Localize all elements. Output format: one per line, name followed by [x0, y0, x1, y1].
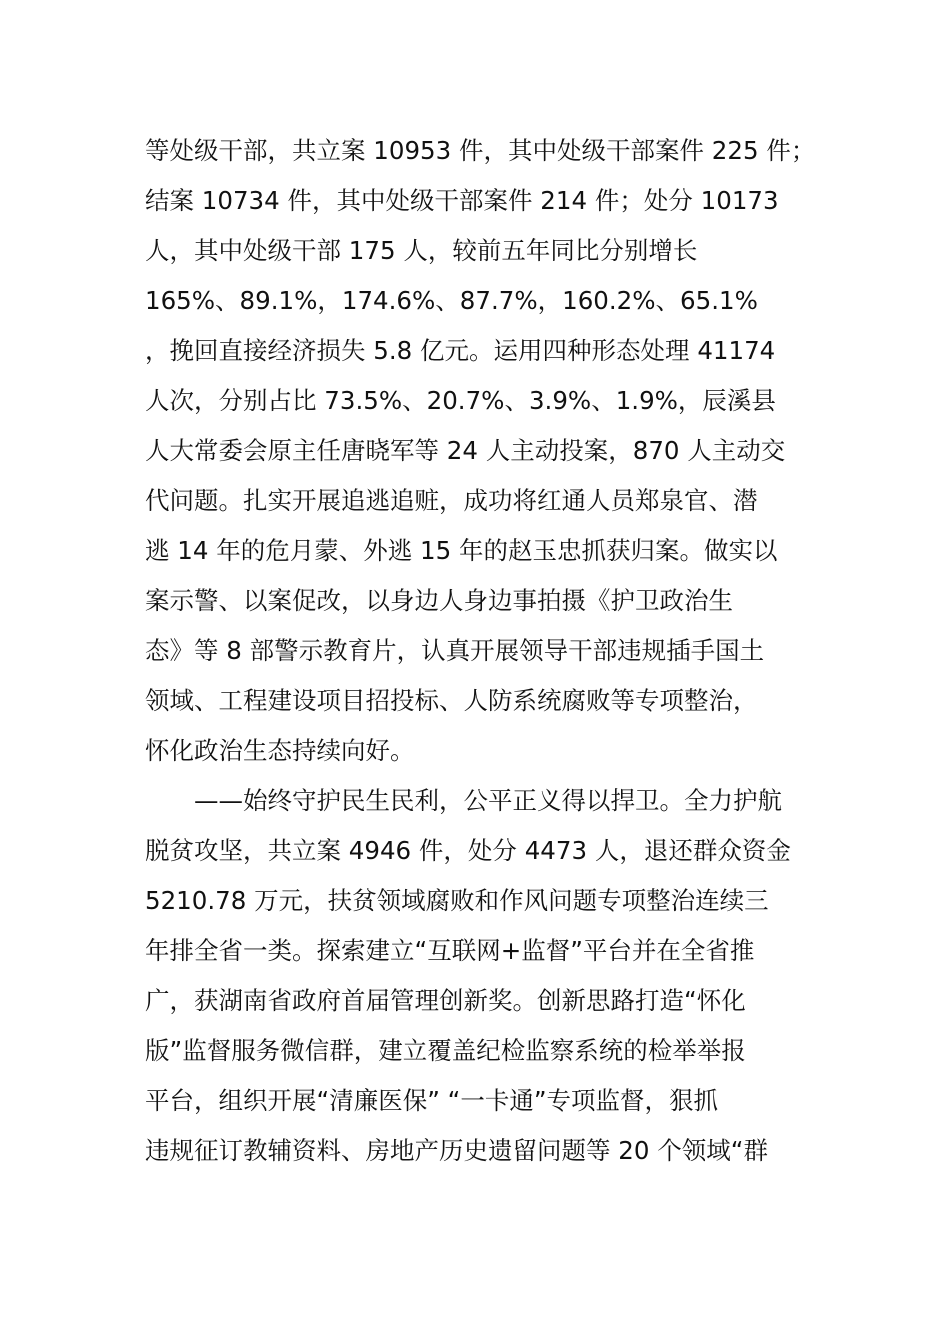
text-line: 165%、89.1%，174.6%、87.7%，160.2%、65.1%	[145, 286, 758, 315]
text-line: 怀化政治生态持续向好。	[145, 736, 415, 765]
text-line: 脱贫攻坚，共立案 4946 件，处分 4473 人，退还群众资金	[145, 836, 791, 865]
text-line: 平台，组织开展“清廉医保” “一卡通”专项监督，狠抓	[145, 1086, 719, 1115]
text-line: 广，获湖南省政府首届管理创新奖。创新思路打造“怀化	[145, 986, 746, 1015]
text-line: 年排全省一类。探索建立“互联网+监督”平台并在全省推	[145, 936, 755, 965]
text-line: 5210.78 万元，扶贫领域腐败和作风问题专项整治连续三	[145, 886, 769, 915]
text-line: 结案 10734 件，其中处级干部案件 214 件；处分 10173	[145, 186, 779, 215]
text-line: 代问题。扎实开展追逃追赃，成功将红通人员郑泉官、潜	[145, 486, 758, 515]
text-line: 等处级干部，共立案 10953 件，其中处级干部案件 225 件；	[145, 136, 816, 165]
text-line: 人，其中处级干部 175 人，较前五年同比分别增长	[145, 236, 698, 265]
text-line: 领域、工程建设项目招投标、人防系统腐败等专项整治，	[145, 686, 758, 715]
body-text	[145, 126, 825, 1176]
text-line: 逃 14 年的危月蒙、外逃 15 年的赵玉忠抓获归案。做实以	[145, 536, 778, 565]
text-line: 态》等 8 部警示教育片，认真开展领导干部违规插手国土	[145, 636, 765, 665]
text-line: 人大常委会原主任唐晓军等 24 人主动投案，870 人主动交	[145, 436, 786, 465]
text-line: 案示警、以案促改，以身边人身边事拍摄《护卫政治生	[145, 586, 733, 615]
paragraph-start-line: ——始终守护民生民利，公平正义得以捍卫。全力护航	[145, 786, 782, 815]
text-line: ，挽回直接经济损失 5.8 亿元。运用四种形态处理 41174	[145, 336, 776, 365]
text-line: 版”监督服务微信群，建立覆盖纪检监察系统的检举举报	[145, 1036, 746, 1065]
text-line: 人次，分别占比 73.5%、20.7%、3.9%、1.9%，辰溪县	[145, 386, 776, 415]
text-line: 违规征订教辅资料、房地产历史遗留问题等 20 个领域“群	[145, 1136, 768, 1165]
